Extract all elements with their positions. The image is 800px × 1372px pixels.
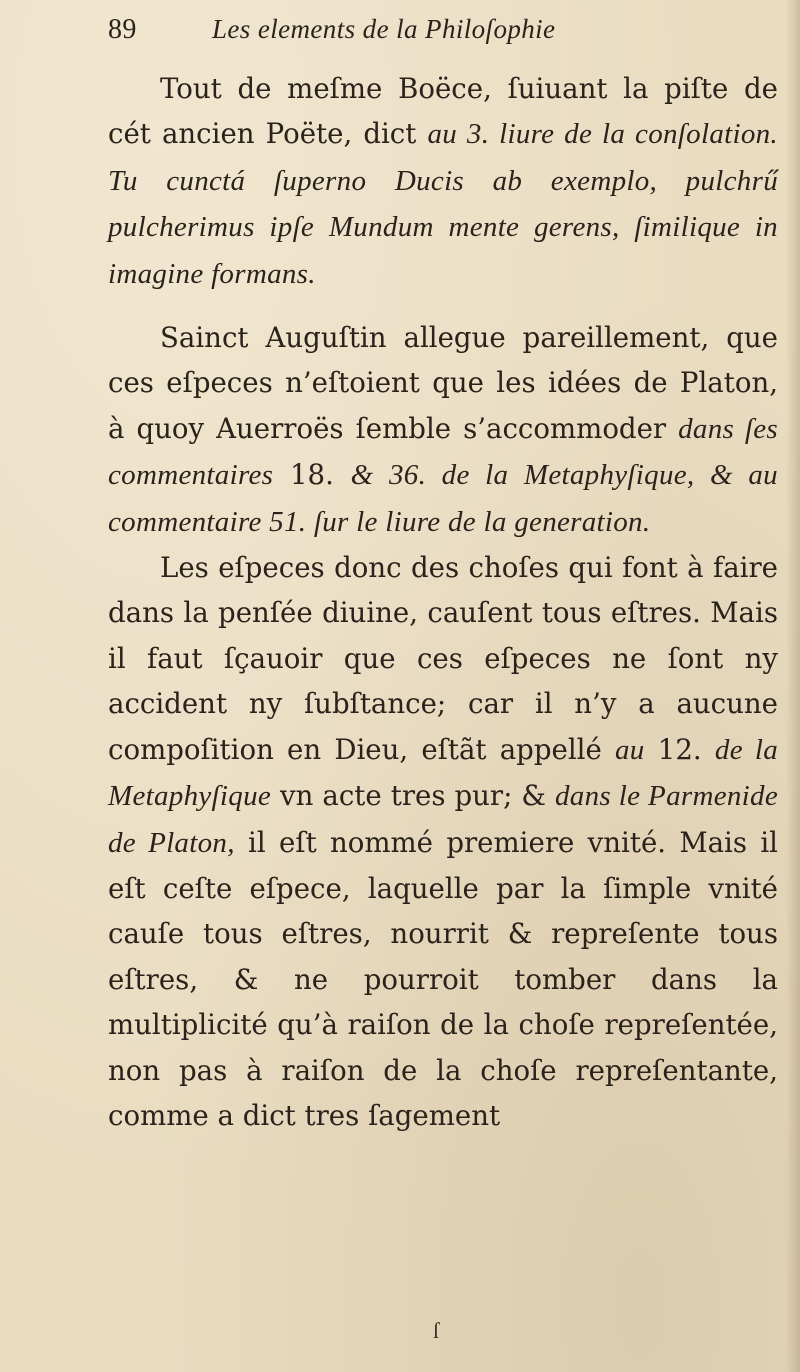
page-number: 89: [108, 14, 137, 45]
text-span: 18.: [273, 458, 351, 492]
page-header: [108, 14, 778, 66]
paragraph-boece: [108, 66, 778, 297]
text-span: Sainct Auguſtin allegue pareillement, que ces eſpeces n’eſtoient que les idées de Platon, à quoy Auerroës ſemble s’accommoder: [108, 321, 778, 445]
running-title: Les elements de la Philoſophie: [212, 14, 556, 44]
paragraph-augustin: [108, 315, 778, 545]
italic-reference: au: [615, 733, 645, 766]
text-span: il eſt nommé premiere vnité. Mais il eſt ceſte eſpece, laquelle par la ſimple vnité cauſe tous eſtres, nourrit & repreſente tous eſtres, & ne pourroit tomber dans la multiplicité qu’à raiſon de la choſe repreſentée, non pas à raiſon de la choſe repreſentante, comme a dict tres ſagement: [108, 825, 779, 1132]
italic-reference: dans le Parmenide de Platon,: [108, 780, 778, 859]
text-span: Tout de meſme Boëce, ſuiuant la piſte de cét ancien Poëte, dict: [108, 72, 778, 151]
book-page: [108, 14, 778, 1138]
text-span: 12.: [644, 732, 715, 766]
latin-quotation: Tu cunctá ſuperno Ducis ab exemplo, pulchrű pulcherimus ipſe Mundum mente gerens, ſimilique in imagine formans.: [108, 164, 778, 290]
paragraph-especes: [108, 545, 778, 1138]
page-edge-shadow: [786, 0, 800, 1372]
italic-reference: de la Metaphyſique: [108, 733, 778, 813]
italic-reference: dans ſes commentaires: [108, 412, 778, 492]
signature-mark: ſ: [433, 1318, 440, 1343]
text-span: Les eſpeces donc des choſes qui font à faire dans la penſée diuine, cauſent tous eſtres. Mais il faut ſçauoir que ces eſpeces ne ſont ny accident ny ſubſtance; car il n’y a aucune compoſition en Dieu, eſtãt appellé: [108, 551, 778, 766]
text-span: vn acte tres pur; &: [271, 779, 555, 813]
italic-reference: & 36. de la Metaphyſique, & au commentaire 51. ſur le liure de la generation.: [108, 459, 778, 538]
italic-reference: au 3. liure de la conſolation.: [427, 118, 778, 151]
